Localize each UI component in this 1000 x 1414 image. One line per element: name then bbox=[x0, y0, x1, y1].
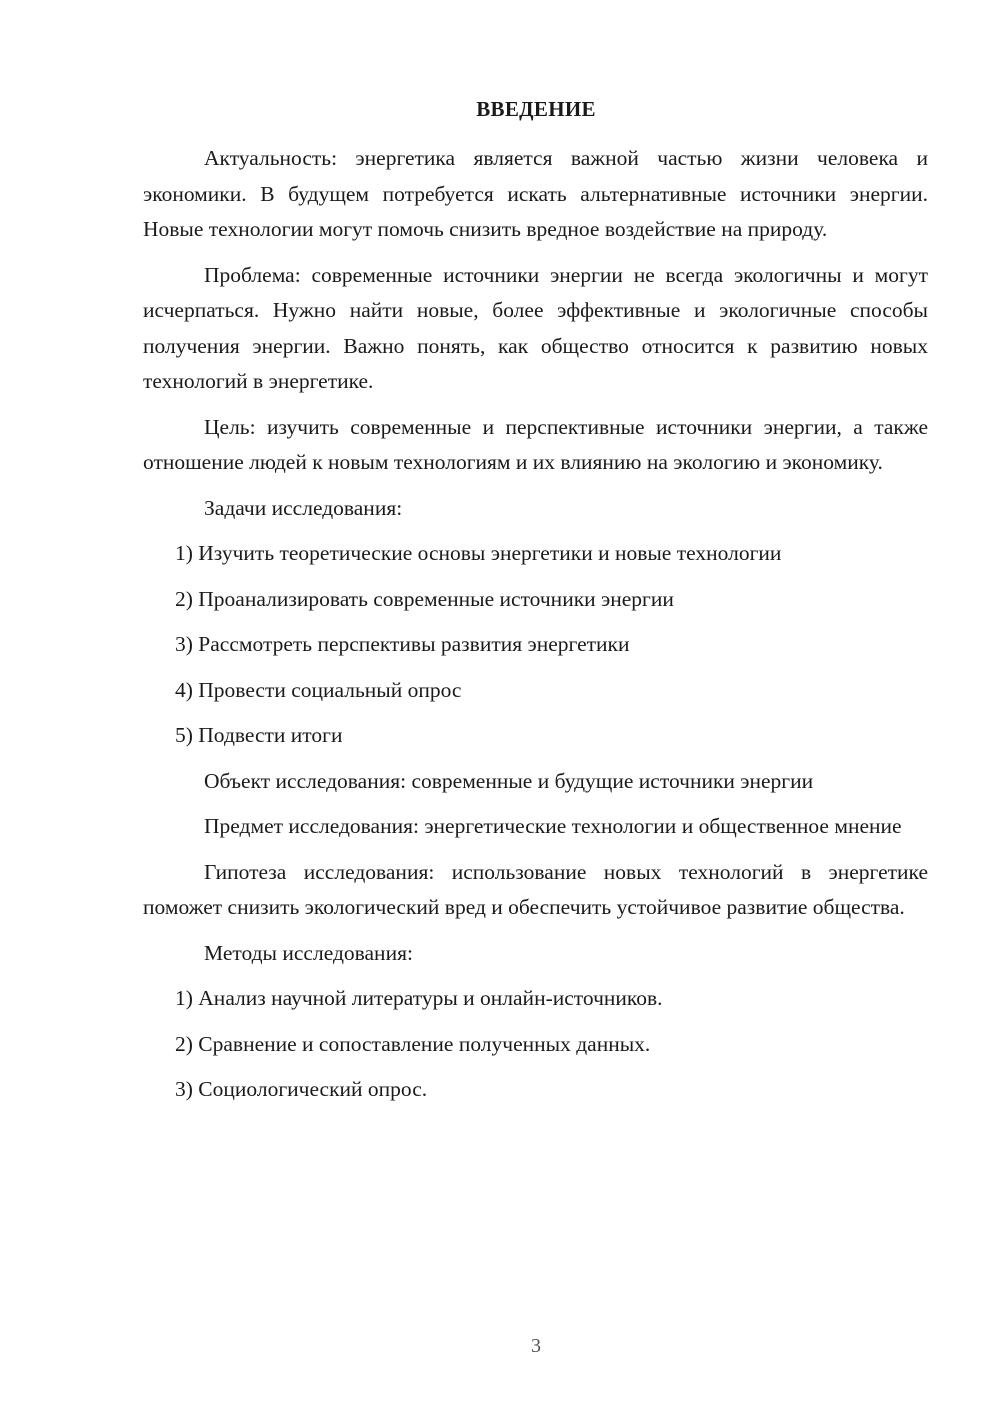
task-item: 5) Подвести итоги bbox=[175, 723, 343, 747]
object-paragraph: Объект исследования: современные и будущие источники энергии bbox=[204, 768, 814, 793]
page-number: 3 bbox=[531, 1335, 541, 1357]
task-item: 4) Провести социальный опрос bbox=[175, 677, 462, 702]
subject-paragraph: Предмет исследования: энергетические технологии и общественное мнение bbox=[204, 814, 902, 838]
task-item: 1) Изучить теоретические основы энергетики и новые технологии bbox=[175, 541, 782, 565]
page-title: ВВЕДЕНИЕ bbox=[476, 97, 596, 121]
method-item: 3) Социологический опрос. bbox=[175, 1077, 428, 1101]
document-body bbox=[143, 141, 928, 1108]
task-item: 3) Рассмотреть перспективы развития энергетики bbox=[175, 632, 630, 656]
tasks-heading: Задачи исследования: bbox=[204, 495, 403, 520]
method-item: 2) Сравнение и сопоставление полученных данных. bbox=[175, 1031, 651, 1056]
hypothesis-paragraph: Гипотеза исследования: использование новых технологий в энергетике поможет снизить экологический вред и обеспечить устойчивое развитие общества. bbox=[143, 859, 928, 919]
relevance-paragraph: Актуальность: энергетика является важной частью жизни человека и экономики. В будущем потребуется искать альтернативные источники энергии. Новые технологии могут помочь снизить вредное воздействие на природу. bbox=[143, 146, 928, 241]
problem-paragraph: Проблема: современные источники энергии не всегда экологичны и могут исчерпаться. Нужно найти новые, более эффективные и экологичные способы получения энергии. Важно понять, как общество относится к развитию новых технологий в энергетике. bbox=[143, 262, 928, 393]
methods-heading: Методы исследования: bbox=[204, 940, 413, 965]
task-item: 2) Проанализировать современные источники энергии bbox=[175, 586, 674, 611]
method-item: 1) Анализ научной литературы и онлайн-источников. bbox=[175, 986, 663, 1010]
goal-paragraph: Цель: изучить современные и перспективные источники энергии, а также отношение людей к новым технологиям и их влиянию на экологию и экономику. bbox=[143, 414, 928, 474]
